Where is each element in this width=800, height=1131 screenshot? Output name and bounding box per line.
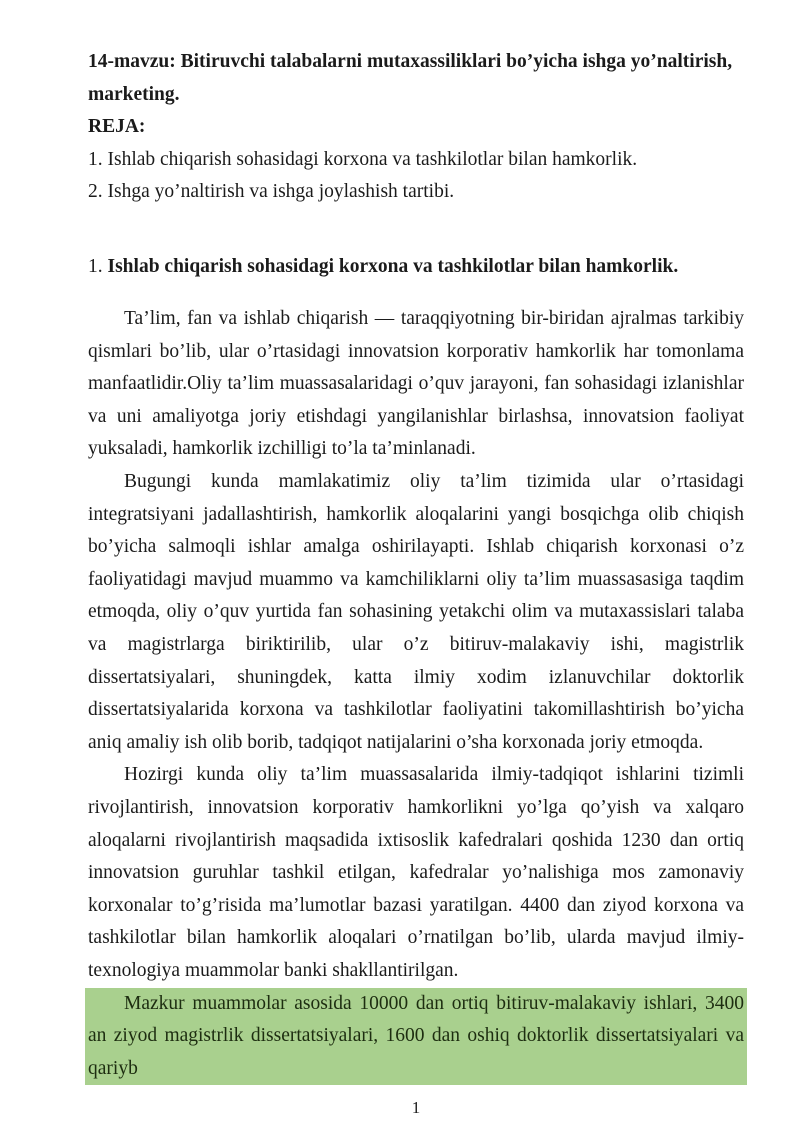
document-title-line-1: 14-mavzu: Bitiruvchi talabalarni mutaxassiliklari bo’yicha ishga yo’naltirish,	[88, 51, 733, 72]
document-title	[88, 46, 744, 111]
plan-item-2-text: Ishga yo’naltirish va ishga joylashish tartibi.	[107, 181, 455, 203]
plan-item-1	[88, 144, 744, 177]
document-content	[88, 46, 744, 1125]
section-heading	[88, 251, 744, 284]
reja-heading: REJA:	[88, 116, 146, 138]
section-heading-text: Ishlab chiqarish sohasidagi korxona va tashkilotlar bilan hamkorlik.	[107, 255, 679, 277]
highlighted-paragraph: Mazkur muammolar asosida 10000 dan ortiq bitiruv-malakaviy ishlari, 3400 an ziyod magistrlik dissertatsiyalari, 1600 dan oshiq doktorlik dissertatsiyalari va qariyb	[85, 988, 747, 1086]
plan-item-1-marker: 1.	[88, 148, 103, 170]
page-number: 1	[411, 1098, 421, 1118]
paragraph-3: Hozirgi kunda oliy ta’lim muassasalarida ilmiy-tadqiqot ishlarini tizimli rivojlantirish, innovatsion korporativ hamkorlikni yo’lga qo’yish va xalqaro aloqalarni rivojlantirish maqsadida ixtisoslik kafedralari qoshida 1230 dan ortiq innovatsion guruhlar tashkil etilgan, kafedralar yo’nalishiga mos zamonaviy korxonalar to’g’risida ma’lumotlar bazasi yaratilgan. 4400 dan ziyod korxona va tashkilotlar bilan hamkorlik aloqalari o’rnatilgan bo’lib, ularda mavjud ilmiy-texnologiya muammolar banki shakllantirilgan.	[88, 764, 744, 981]
paragraph-1: Ta’lim, fan va ishlab chiqarish — taraqqiyotning bir-biridan ajralmas tarkibiy qismlari bo’lib, ular o’rtasidagi innovatsion korporativ hamkorlik har tomonlama manfaatlidir.Oliy ta’lim muassasalaridagi o’quv jarayoni, fan sohasidagi izlanishlar va uni amaliyotga joriy etishdagi yangilanishlar birlashsa, innovatsion faoliyat yuksaladi, hamkorlik izchilligi to’la ta’minlanadi.	[88, 308, 744, 460]
paragraph-2: Bugungi kunda mamlakatimiz oliy ta’lim tizimida ular o’rtasidagi integratsiyani jadallashtirish, hamkorlik aloqalarini yangi bosqichga olib chiqish bo’yicha salmoqli ishlar amalga oshirilayapti. Ishlab chiqarish korxonasi o’z faoliyatidagi mavjud muammo va kamchiliklarni oliy ta’lim muassasasiga taqdim etmoqda, oliy o’quv yurtida fan sohasining yetakchi olim va mutaxassislari talaba va magistrlarga biriktirilib, ular o’z bitiruv-malakaviy ishi, magistrlik dissertatsiyalari, shuningdek, katta ilmiy xodim izlanuvchilar doktorlik dissertatsiyalarida korxona va tashkilotlar faoliyatini takomillashtirish bo’yicha aniq amaliy ish olib borib, tadqiqot natijalarini o’sha korxonada joriy etmoqda.	[88, 471, 744, 753]
section-heading-marker: 1.	[88, 255, 103, 277]
document-title-line-2: marketing.	[88, 83, 180, 105]
plan-item-2-marker: 2.	[88, 181, 103, 203]
plan-item-1-text: Ishlab chiqarish sohasidagi korxona va tashkilotlar bilan hamkorlik.	[107, 148, 638, 170]
plan-item-2	[88, 176, 744, 209]
